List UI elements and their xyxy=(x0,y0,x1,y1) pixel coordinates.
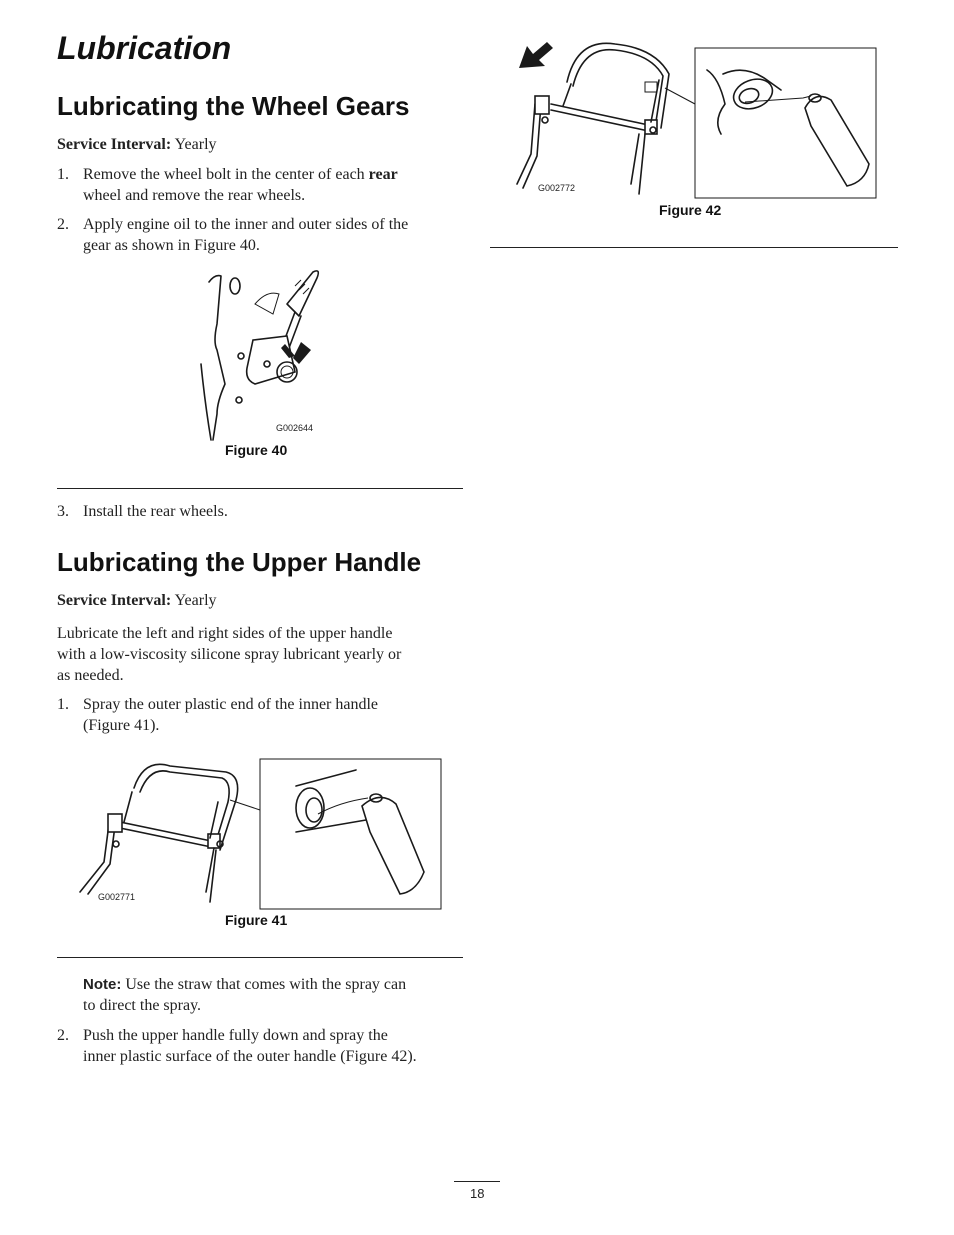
step-text-line: gear as shown in Figure 40. xyxy=(83,237,260,254)
step-text: Install the rear wheels. xyxy=(83,503,228,520)
service-interval-value: Yearly xyxy=(174,592,217,609)
step-text-line: Push the upper handle fully down and spray the xyxy=(83,1027,388,1044)
figure-41-code: G002771 xyxy=(98,892,136,902)
step-text-line: Spray the outer plastic end of the inner handle xyxy=(83,696,379,713)
section-heading-upper-handle: Lubricating the Upper Handle xyxy=(57,547,422,577)
step-2-upper-handle xyxy=(57,1025,467,1067)
divider xyxy=(490,247,898,248)
figure-42-caption: Figure 42 xyxy=(659,202,722,218)
step-text-line: (Figure 41). xyxy=(83,717,160,734)
service-interval-upper-handle xyxy=(57,590,217,611)
paragraph-line: with a low-viscosity silicone spray lubricant yearly or xyxy=(57,646,402,663)
step-number: 1. xyxy=(57,166,69,183)
step-number: 3. xyxy=(57,503,69,520)
step-number: 1. xyxy=(57,696,69,713)
page-title: Lubrication xyxy=(57,30,232,66)
note-text: to direct the spray. xyxy=(83,997,202,1014)
step-text xyxy=(83,694,467,736)
divider xyxy=(57,957,463,958)
step-3-wheel-gears xyxy=(57,501,467,523)
step-text xyxy=(83,164,467,206)
step-text-part: wheel and remove the rear wheels. xyxy=(83,187,306,204)
paragraph-line: as needed. xyxy=(57,667,124,684)
figure-40-illustration xyxy=(195,264,335,444)
figure-42-illustration xyxy=(505,34,885,204)
note-label: Note: xyxy=(83,976,122,993)
step-text-line: inner plastic surface of the outer handle (Figure 42). xyxy=(83,1048,417,1065)
step-text xyxy=(83,1025,467,1067)
step-1-wheel-gears xyxy=(57,164,467,206)
page-number-rule xyxy=(454,1181,500,1182)
figure-42-code: G002772 xyxy=(538,183,576,193)
service-interval-wheel-gears xyxy=(57,134,217,155)
figure-41-illustration xyxy=(70,752,450,912)
service-interval-label: Service Interval: xyxy=(57,136,172,153)
figure-41-caption: Figure 41 xyxy=(225,912,288,928)
arrow-icon xyxy=(519,42,553,68)
step-text-bold: rear xyxy=(368,166,398,183)
step-number: 2. xyxy=(57,1027,69,1044)
service-interval-label: Service Interval: xyxy=(57,592,172,609)
step-2-wheel-gears xyxy=(57,214,467,256)
divider xyxy=(57,488,463,489)
step-number: 2. xyxy=(57,216,69,233)
note-text: Use the straw that comes with the spray can xyxy=(125,976,407,993)
step-1-upper-handle xyxy=(57,694,467,736)
page-number: 18 xyxy=(470,1186,485,1201)
service-interval-value: Yearly xyxy=(174,136,217,153)
step-text xyxy=(83,214,467,256)
note-block xyxy=(83,974,467,1016)
section-heading-wheel-gears: Lubricating the Wheel Gears xyxy=(57,91,410,121)
figure-40-code: G002644 xyxy=(276,423,314,433)
step-text-line: Apply engine oil to the inner and outer sides of the xyxy=(83,216,409,233)
paragraph-line: Lubricate the left and right sides of the upper handle xyxy=(57,625,393,642)
figure-40-caption: Figure 40 xyxy=(225,442,288,458)
intro-paragraph xyxy=(57,623,467,686)
step-text-part: Remove the wheel bolt in the center of each xyxy=(83,166,369,183)
